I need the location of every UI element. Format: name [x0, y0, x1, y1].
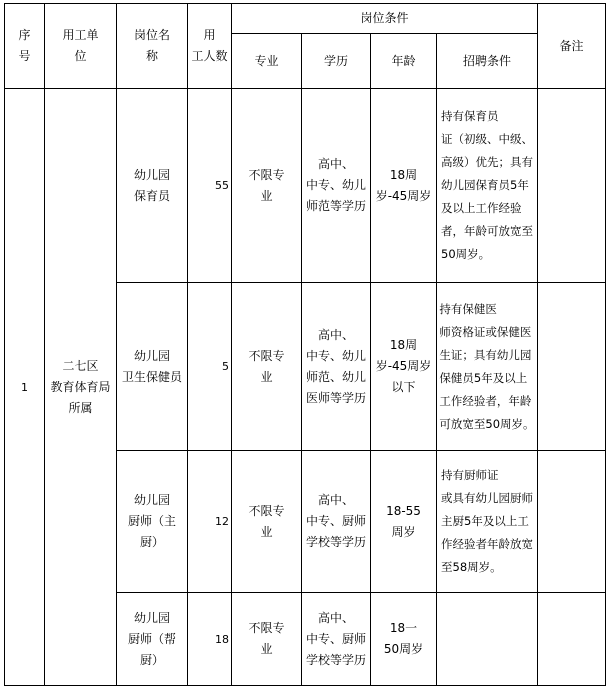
education-line: 师范等学历	[305, 199, 366, 213]
age-line: 岁-45周岁	[375, 188, 432, 203]
education-line: 高中、	[317, 157, 354, 171]
education-cell	[302, 451, 370, 592]
requirements-line: 50周岁。	[441, 247, 491, 261]
age-cell	[371, 593, 436, 685]
requirements-line: 师资格证或保健医	[439, 324, 532, 339]
group-seq: 1	[21, 380, 28, 394]
requirements-line: 生证；具有幼儿园	[439, 347, 532, 362]
major-line: 不限专	[248, 348, 285, 363]
requirements-line: 者，年龄可放宽至	[441, 224, 533, 238]
age-line: 周岁	[391, 524, 416, 539]
requirements-line: 或具有幼儿园厨师	[441, 491, 533, 505]
header-seq	[5, 4, 44, 88]
age-line: 以下	[391, 380, 416, 394]
age-cell	[371, 89, 436, 282]
header-remarks: 备注	[559, 38, 584, 53]
education-line: 学校等学历	[305, 652, 366, 667]
major-cell	[232, 451, 301, 592]
age-cell	[371, 283, 436, 450]
requirements-line: 作经验者年龄放宽	[441, 537, 533, 551]
table-border-right	[605, 3, 606, 686]
header-unit-line2: 位	[74, 49, 87, 63]
header-count-line1: 用	[203, 28, 216, 42]
education-cell	[302, 593, 370, 685]
header-count	[188, 4, 231, 88]
group-unit	[45, 89, 116, 685]
major-line: 业	[260, 369, 273, 384]
post-name-line: 厨）	[139, 535, 164, 549]
post-name-cell	[117, 451, 187, 592]
headcount-cell: 18	[215, 632, 229, 646]
requirements-cell	[437, 283, 537, 450]
major-cell	[232, 593, 301, 685]
header-unit-line1: 用工单	[62, 28, 99, 42]
education-cell	[302, 283, 370, 450]
post-name-line: 保育员	[133, 188, 170, 203]
header-age: 年龄	[391, 53, 416, 68]
education-line: 中专、幼儿	[305, 178, 366, 192]
header-seq-line1: 序	[18, 28, 31, 42]
major-line: 业	[260, 188, 273, 203]
education-line: 中专、厨师	[305, 631, 366, 646]
requirements-cell	[437, 451, 537, 592]
header-conditions: 岗位条件	[360, 11, 409, 25]
major-line: 不限专	[248, 167, 285, 182]
major-line: 不限专	[248, 503, 285, 518]
age-line: 18一	[389, 621, 418, 635]
requirements-line: 高级）优先；具有	[441, 155, 533, 169]
requirements-line: 主厨5年及以上工	[441, 514, 529, 528]
header-seq-line2: 号	[18, 49, 31, 63]
requirements-line: 持有保健医	[439, 301, 497, 316]
education-line: 医师等学历	[305, 390, 366, 405]
post-name-cell	[117, 89, 187, 282]
header-requirements: 招聘条件	[462, 53, 511, 68]
remarks-cell	[538, 451, 605, 592]
age-line: 50周岁	[383, 642, 424, 656]
header-unit	[45, 4, 116, 88]
header-post-line1: 岗位名	[133, 28, 170, 42]
requirements-line: 证（初级、中级、	[441, 132, 533, 146]
education-line: 高中、	[317, 327, 354, 342]
education-line: 高中、	[317, 610, 354, 625]
header-major: 专业	[254, 53, 279, 68]
table-border-bottom	[4, 685, 606, 686]
header-post	[117, 4, 187, 88]
requirements-cell	[437, 593, 537, 685]
age-line: 18周	[389, 338, 418, 352]
header-education: 学历	[323, 53, 348, 68]
requirements-line: 工作经验者，年龄	[439, 393, 532, 408]
post-name-cell	[117, 283, 187, 450]
post-name-line: 厨师（帮	[127, 631, 176, 646]
header-post-line2: 称	[145, 49, 158, 63]
education-line: 中专、幼儿	[305, 348, 366, 363]
requirements-line: 持有保育员	[441, 109, 499, 123]
post-name-line: 幼儿园	[133, 493, 170, 507]
headcount-cell: 55	[215, 179, 229, 192]
header-count-line2: 工人数	[191, 49, 228, 63]
headcount-cell: 5	[222, 360, 229, 373]
post-name-line: 幼儿园	[133, 610, 170, 625]
age-line: 岁-45周岁	[375, 359, 432, 373]
group-unit-line1: 二七区	[62, 358, 99, 373]
major-line: 业	[260, 524, 273, 539]
headcount-cell: 12	[215, 515, 229, 528]
major-cell	[232, 89, 301, 282]
group-unit-line2: 教育体育局	[50, 379, 111, 394]
age-line: 18-55	[386, 503, 421, 518]
education-cell	[302, 89, 370, 282]
major-line: 业	[260, 642, 273, 656]
remarks-cell	[538, 593, 605, 685]
education-line: 中专、厨师	[305, 514, 366, 528]
requirements-line: 幼儿园保育员5年	[441, 178, 529, 192]
post-name-line: 厨）	[139, 652, 164, 667]
age-cell	[371, 451, 436, 592]
post-name-line: 幼儿园	[133, 167, 170, 182]
post-name-cell	[117, 593, 187, 685]
requirements-cell	[437, 89, 537, 282]
requirements-line: 持有厨师证	[441, 468, 499, 482]
group-unit-line3: 所属	[68, 400, 93, 415]
post-name-line: 幼儿园	[133, 348, 170, 363]
education-line: 高中、	[317, 493, 354, 507]
requirements-line: 及以上工作经验	[441, 201, 522, 215]
requirements-line: 保健员5年及以上	[439, 370, 528, 385]
remarks-cell	[538, 283, 605, 450]
major-cell	[232, 283, 301, 450]
requirements-line: 可放宽至50周岁。	[439, 416, 535, 431]
post-name-line: 厨师（主	[127, 514, 176, 528]
remarks-cell	[538, 89, 605, 282]
post-name-line: 卫生保健员	[121, 369, 182, 384]
age-line: 18周	[389, 167, 418, 182]
education-line: 学校等学历	[305, 535, 366, 549]
requirements-line: 至58周岁。	[441, 560, 502, 574]
major-line: 不限专	[248, 621, 285, 635]
education-line: 师范、幼儿	[305, 369, 366, 384]
